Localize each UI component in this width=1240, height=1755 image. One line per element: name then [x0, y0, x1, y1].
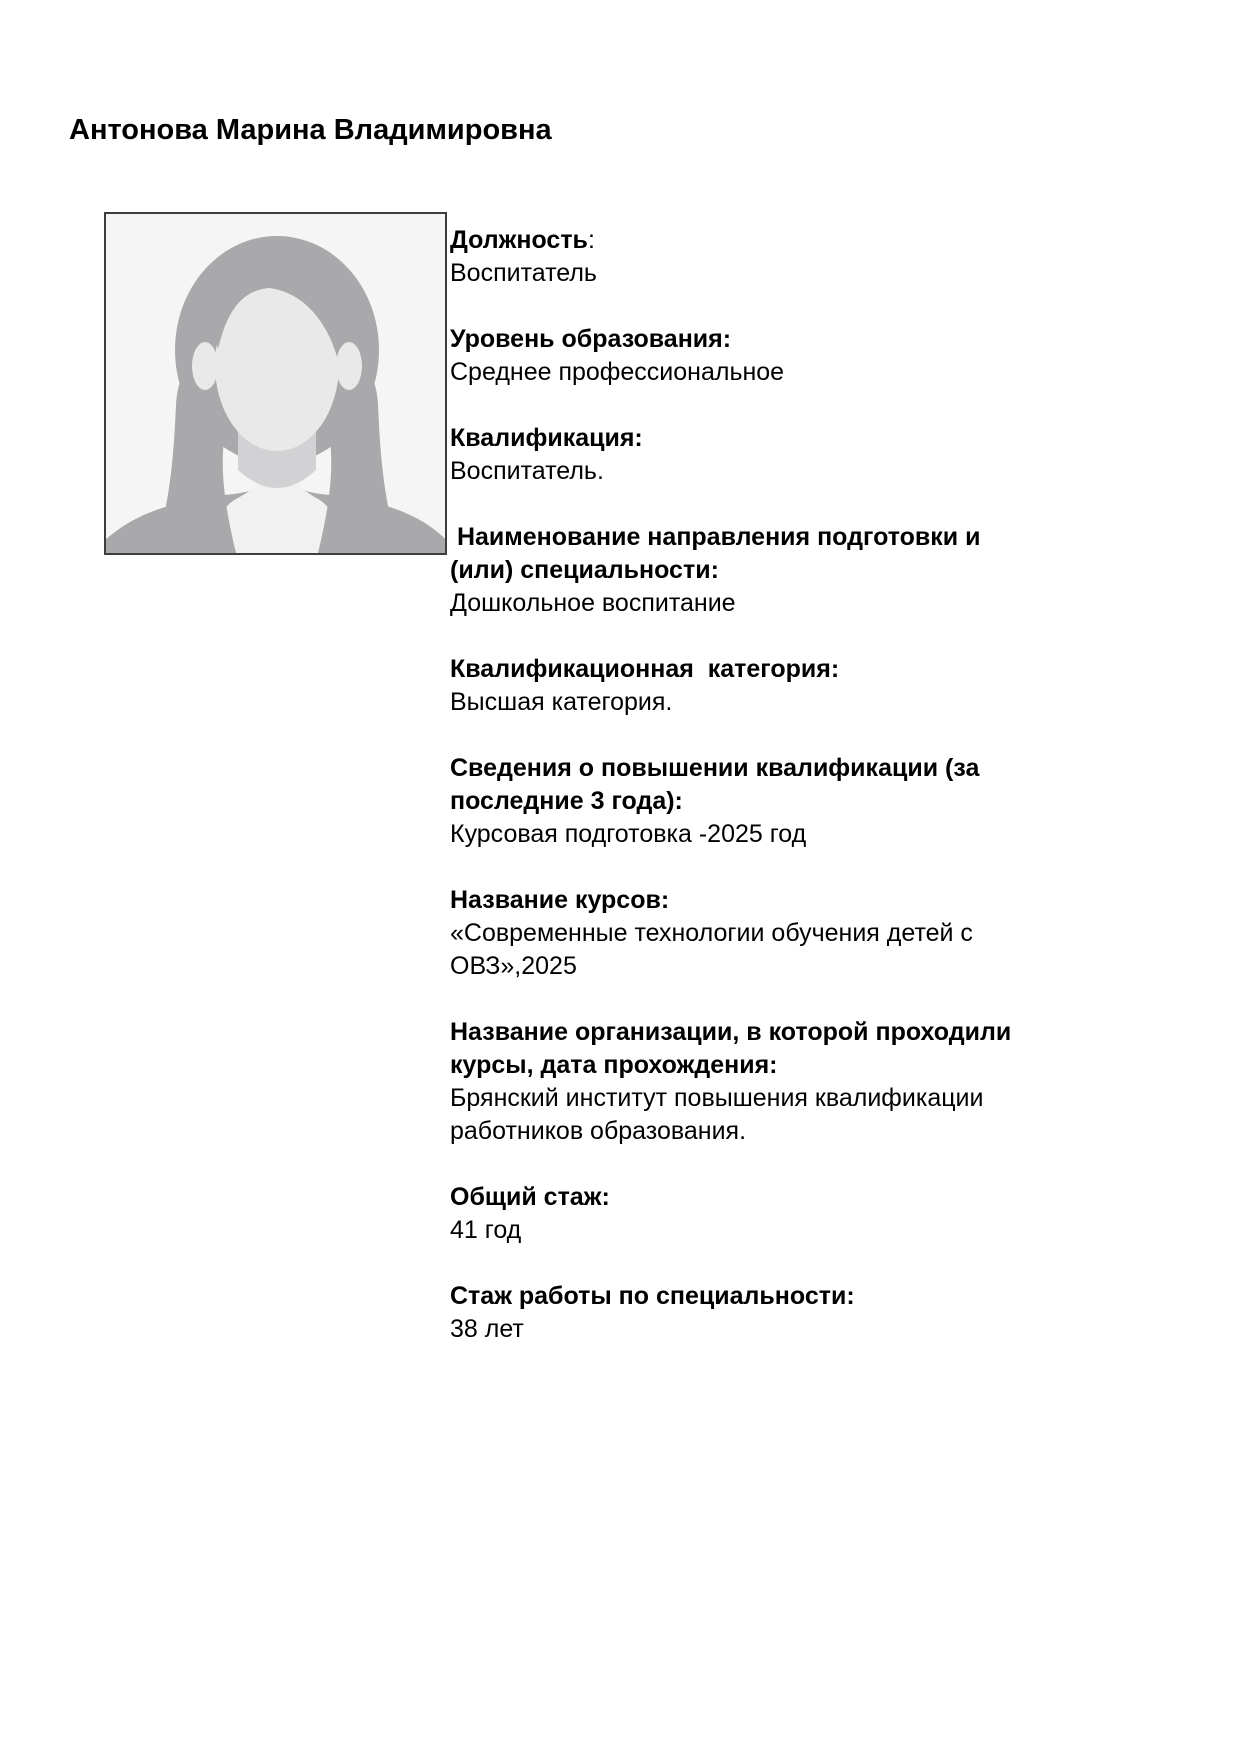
field-position	[450, 224, 1015, 290]
field-course-name	[450, 884, 1015, 983]
field-organization	[450, 1016, 1019, 1148]
field-qualification-category	[450, 653, 1015, 719]
field-education-level	[450, 323, 1015, 389]
field-label: Название курсов:	[450, 886, 670, 914]
field-value: 38 лет	[450, 1315, 524, 1343]
field-value: Среднее профессиональное	[450, 358, 785, 386]
field-total-experience	[450, 1181, 1015, 1247]
field-label: Уровень образования:	[450, 325, 732, 353]
field-label: Квалификационная категория:	[450, 655, 840, 683]
profile-photo-placeholder	[104, 212, 447, 555]
field-value: Брянский институт повышения квалификации работников образования.	[450, 1084, 991, 1145]
field-label: Название организации, в которой проходили курсы, дата прохождения:	[450, 1018, 1019, 1079]
field-label: Общий стаж:	[450, 1183, 610, 1211]
field-value: Курсовая подготовка -2025 год	[450, 820, 807, 848]
field-label: Наименование направления подготовки и (или) специальности:	[450, 523, 988, 584]
field-specialty-experience	[450, 1280, 1015, 1346]
field-specialty	[450, 521, 1015, 620]
page-title: Антонова Марина Владимировна	[69, 114, 552, 146]
field-label: Стаж работы по специальности:	[450, 1282, 855, 1310]
field-training-info	[450, 752, 1015, 851]
female-avatar-icon	[106, 214, 445, 553]
field-value: «Современные технологии обучения детей с ОВЗ»,2025	[450, 919, 980, 980]
field-value: Дошкольное воспитание	[450, 589, 736, 617]
field-value: 41 год	[450, 1216, 522, 1244]
field-label: Сведения о повышении квалификации (за последние 3 года):	[450, 754, 987, 815]
field-qualification	[450, 422, 1015, 488]
field-label: Должность:	[450, 226, 595, 254]
field-value: Воспитатель	[450, 259, 597, 287]
field-value: Высшая категория.	[450, 688, 673, 716]
field-value: Воспитатель.	[450, 457, 604, 485]
profile-fields-list	[450, 224, 1019, 1379]
field-label: Квалификация:	[450, 424, 643, 452]
